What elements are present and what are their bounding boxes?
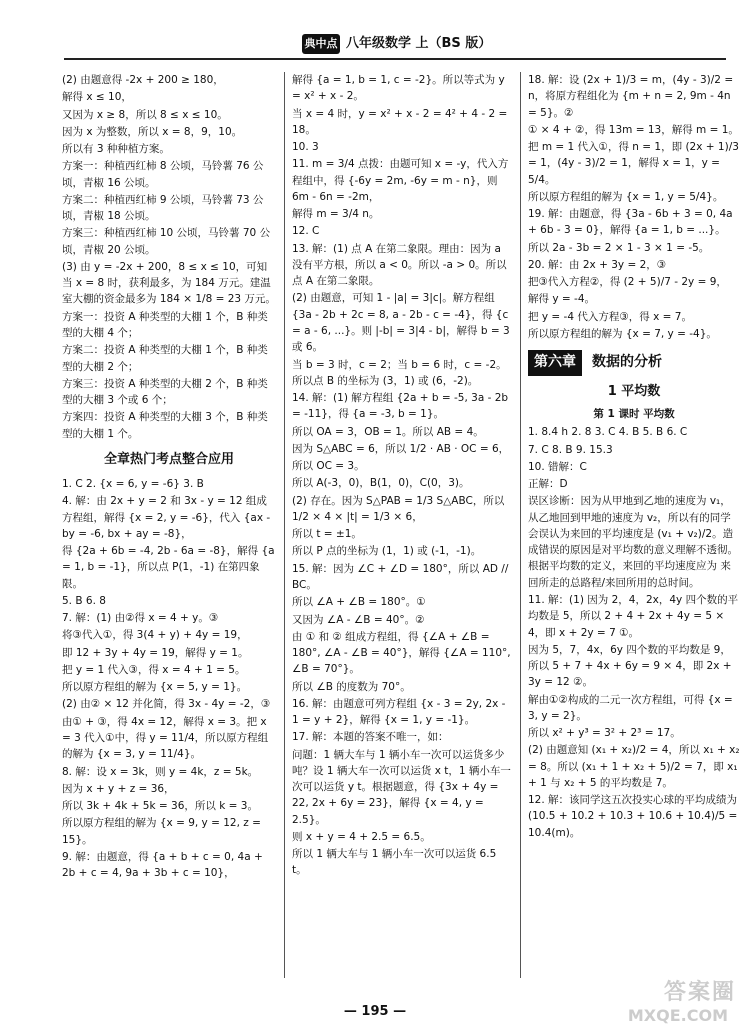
answer-line: 把③代入方程②，得 (2 + 5)/7 - 2y = 9， <box>528 276 727 289</box>
page-number: — 195 — <box>343 1004 407 1019</box>
answer-line: (2) 由② × 12 并化简，得 3x - 4y = -2，③ <box>62 698 271 711</box>
chapter-tag: 第六章 <box>528 350 582 376</box>
answer-line: 把 y = 1 代入③，得 x = 4 + 1 = 5。 <box>62 663 246 676</box>
answer-line: 因为 x + y + z = 36， <box>62 782 175 795</box>
answer-line: 所以 2a - 3b = 2 × 1 - 3 × 1 = -5。 <box>528 241 710 254</box>
answer-line: 方案三：投资 A 种类型的大棚 2 个，B 种类型的大棚 3 个或 6 个； <box>62 377 268 407</box>
answer-line: (2) 存在。因为 S△PAB = 1/3 S△ABC，所以 1/2 × 4 × |t| = 1/3 × 6， <box>292 494 505 523</box>
answer-line: 当 b = 3 时，c = 2；当 b = 6 时，c = -2。所以点 B 的坐标为 (3，1) 或 (6，-2)。 <box>292 358 507 387</box>
answer-line: 12. 解：该同学这五次投实心球的平均成绩为 (10.5 + 10.2 + 10.3 + 10.6 + 10.4)/5 = 10.4(m)。 <box>528 794 738 839</box>
answer-line: 因为 5，7，4x，6y 四个数的平均数是 9，所以 5 + 7 + 4x + 6y = 9 × 4，即 2x + 3y = 12 ②。 <box>528 643 732 689</box>
answer-line: 10. 3 <box>292 141 319 154</box>
answer-line: 将③代入①，得 3(4 + y) + 4y = 19， <box>62 629 248 642</box>
answer-line: 所以 OA = 3，OB = 1。所以 AB = 4。 <box>292 425 484 438</box>
answer-line: 所以 x² + y³ = 3² + 2³ = 17。 <box>528 727 681 740</box>
answer-line: 所以 ∠A + ∠B = 180°。① <box>292 596 426 609</box>
answer-line: 方案四：投资 A 种类型的大棚 3 个，B 种类型的大棚 1 个。 <box>62 411 268 440</box>
answer-line: 把 m = 1 代入①，得 n = 1，即 (2x + 1)/3 = 1，(4y - 3)/2 = 1，解得 x = 1，y = 5/4。 <box>528 141 739 186</box>
column-divider <box>520 72 521 978</box>
answer-line: 又因为 ∠A - ∠B = 40°。② <box>292 613 425 626</box>
book-title: 八年级数学 上（BS 版） <box>346 36 492 51</box>
watermark: 答案圈 <box>663 980 736 1005</box>
column-right <box>528 72 740 842</box>
answer-line: 5. B 6. 8 <box>62 594 106 607</box>
answer-line: 问题：1 辆大车与 1 辆小车一次可以运货多少吨？设 1 辆大车一次可以运货 x t，1 辆小车一次可以运货 y t。根据题意，得 {3x + 4y = 22, 2x + 6y = 23}，解得 {x = 4, y = 2.5}。 <box>292 748 511 826</box>
answer-line: 由 ① 和 ② 组成方程组，得 {∠A + ∠B = 180°, ∠A - ∠B = 40°}，解得 {∠A = 110°, ∠B = 70°}。 <box>292 630 511 676</box>
answer-line: 所以原方程组的解为 {x = 1, y = 5/4}。 <box>528 190 724 203</box>
lesson-subtitle: 第 1 课时 平均数 <box>593 408 675 421</box>
answer-line: 1. C 2. {x = 6, y = -6} 3. B <box>62 477 204 490</box>
answer-line: 1. 8.4 h 2. 8 3. C 4. B 5. B 6. C <box>528 426 688 439</box>
answer-line: 方案二：投资 A 种类型的大棚 1 个，B 种类型的大棚 2 个； <box>62 344 268 373</box>
answer-line: 12. C <box>292 225 320 238</box>
answer-line: (2) 由题意，可知 1 - |a| = 3|c|。解方程组 {3a - 2b + 2c = 8, a - 2b - c = -4}，得 {c = a - 6, ...}。则 |-b| = 3|4 - b|，解得 b = 3 或 6。 <box>292 292 510 354</box>
answer-line: 所以 3k + 4k + 5k = 36，所以 k = 3。 <box>62 800 258 813</box>
column-left <box>62 72 276 882</box>
answer-line: 15. 解：因为 ∠C + ∠D = 180°，所以 AD // BC。 <box>292 562 509 591</box>
answer-line: 16. 解：由题意可列方程组 {x - 3 = 2y, 2x - 1 = y + 2}，解得 {x = 1, y = -1}。 <box>292 697 506 727</box>
answer-line: 17. 解：本题的答案不唯一，如： <box>292 731 449 744</box>
answer-line: 所以 OC = 3。 <box>292 460 365 473</box>
answer-line: 7. 解：(1) 由②得 x = 4 + y。③ <box>62 612 219 625</box>
answer-line: 正解：D <box>528 478 568 491</box>
answer-line: 得 {2a + 6b = -4, 2b - 6a = -8}，解得 {a = 1, b = -1}，所以点 P(1，-1) 在第四象限。 <box>62 545 275 590</box>
answer-line: 则 x + y = 4 + 2.5 = 6.5。 <box>292 830 431 843</box>
answer-line: 解得 y = -4。 <box>528 293 595 306</box>
chapter-heading <box>528 350 740 376</box>
column-divider <box>284 72 285 978</box>
answer-line: 11. 解：(1) 因为 2，4，2x，4y 四个数的平均数是 5，所以 2 + 4 + 2x + 4y = 5 × 4，即 x + 2y = 7 ①。 <box>528 594 739 639</box>
answer-line: 所以原方程组的解为 {x = 7, y = -4}。 <box>528 327 717 340</box>
answer-line: 方案一：投资 A 种类型的大棚 1 个，B 种类型的大棚 4 个； <box>62 310 268 339</box>
answer-line: (2) 由题意得 -2x + 200 ≥ 180， <box>62 74 224 86</box>
answer-line: 18. 解：设 (2x + 1)/3 = m，(4y - 3)/2 = n，将原方程组化为 {m + n = 2, 9m - 4n = 5}。② <box>528 74 734 119</box>
answer-line: (3) 由 y = -2x + 200，8 ≤ x ≤ 10，可知当 x = 8 时，获利最多，为 184 万元。建温室大棚的资金最多为 184 × 1/8 = 23 万元。 <box>62 260 276 306</box>
answer-line: 所以 A(-3，0)，B(1，0)，C(0，3)。 <box>292 477 470 490</box>
answer-line: ① × 4 + ②，得 13m = 13，解得 m = 1。 <box>528 123 739 136</box>
answer-line: 因为 x 为整数，所以 x = 8，9，10。 <box>62 125 243 138</box>
section-heading: 全章热门考点整合应用 <box>103 451 234 467</box>
chapter-title: 数据的分析 <box>592 354 662 371</box>
answer-line: 10. 错解：C <box>528 460 587 473</box>
answer-line: 所以 P 点的坐标为 (1，1) 或 (-1，-1)。 <box>292 545 482 558</box>
answer-line: 19. 解：由题意，得 {3a - 6b + 3 = 0, 4a + 6b - 3 = 0}，解得 {a = 1, b = ...}。 <box>528 208 733 237</box>
answer-line: 7. C 8. B 9. 15.3 <box>528 443 613 456</box>
answer-line: 方案一：种植西红柿 8 公顷，马铃薯 76 公顷，青椒 16 公顷。 <box>62 160 264 189</box>
answer-line: 所以 t = ±1。 <box>292 528 362 541</box>
answer-line: 因为 S△ABC = 6，所以 1/2 · AB · OC = 6， <box>292 442 510 455</box>
answer-line: 4. 解：由 2x + y = 2 和 3x - y = 12 组成方程组，解得 {x = 2, y = -6}，代入 {ax - by = -6, bx + ay = -8}， <box>62 495 271 540</box>
answer-line: 解得 {a = 1, b = 1, c = -2}。所以等式为 y = x² + x - 2。 <box>292 74 505 103</box>
answer-line: 解由①②构成的二元一次方程组，可得 {x = 3, y = 2}。 <box>528 693 733 722</box>
watermark-url: MXQE.COM <box>627 1006 728 1025</box>
answer-line: 所以有 3 种种植方案。 <box>62 143 170 156</box>
lesson-title: 1 平均数 <box>607 383 661 399</box>
answer-line: 即 12 + 3y + 4y = 19，解得 y = 1。 <box>62 646 249 659</box>
answer-line: 解得 x ≤ 10， <box>62 91 132 104</box>
answer-line: (2) 由题意知 (x₁ + x₂)/2 = 4，所以 x₁ + x₂ = 8。所以 (x₁ + 1 + x₂ + 5)/2 = 7，即 x₁ + 1 与 x₂ + 5 的平均数是 7。 <box>528 744 740 789</box>
answer-line: 8. 解：设 x = 3k，则 y = 4k，z = 5k。 <box>62 765 259 778</box>
brand-logo: 典中点 <box>302 34 340 54</box>
answer-line: 所以原方程组的解为 {x = 9, y = 12, z = 15}。 <box>62 817 261 846</box>
answer-line: 所以 ∠B 的度数为 70°。 <box>292 680 411 693</box>
answer-line: 14. 解：(1) 解方程组 {2a + b = -5, 3a - 2b = -11}，得 {a = -3, b = 1}。 <box>292 392 509 421</box>
answer-line: 所以原方程组的解为 {x = 5, y = 1}。 <box>62 681 248 694</box>
answer-line: 误区诊断：因为从甲地到乙地的速度为 v₁，从乙地回到甲地的速度为 v₂，所以有的同学会误认为来回的平均速度是 (v₁ + v₂)/2。造成错误的原因是对平均数的意义理解不透彻。根据平均数的定义，来回的平均速度应为 来回所走的总路程/来回所用的总时间。 <box>528 495 738 589</box>
header-rule <box>64 58 726 60</box>
column-middle <box>292 72 514 880</box>
answer-line: 又因为 x ≥ 8，所以 8 ≤ x ≤ 10。 <box>62 108 228 121</box>
answer-line: 解得 m = 3/4 n。 <box>292 208 380 221</box>
answer-line: 9. 解：由题意，得 {a + b + c = 0, 4a + 2b + c = 4, 9a + 3b + c = 10}， <box>62 850 263 880</box>
answer-line: 方案二：种植西红柿 9 公顷，马铃薯 73 公顷，青椒 18 公顷。 <box>62 193 264 223</box>
answer-line: 由① + ③，得 4x = 12，解得 x = 3。把 x = 3 代入①中，得 y = 11/4，所以原方程组的解为 {x = 3, y = 11/4}。 <box>62 715 269 761</box>
answer-line: 当 x = 4 时，y = x² + x - 2 = 4² + 4 - 2 = 18。 <box>292 107 508 136</box>
answer-line: 13. 解：(1) 点 A 在第二象限。理由：因为 a 没有平方根，所以 a < 0。所以 -a > 0。所以点 A 在第二象限。 <box>292 242 507 288</box>
answer-line: 11. m = 3/4 点拨：由题可知 x = -y，代入方程组中，得 {-6y = 2m, -6y = m - n}，则 6m - 6n = -2m， <box>292 158 509 203</box>
answer-line: 方案三：种植西红柿 10 公顷，马铃薯 70 公顷，青椒 20 公顷。 <box>62 227 271 256</box>
page-header <box>0 0 750 66</box>
answer-line: 把 y = -4 代入方程③，得 x = 7。 <box>528 310 692 323</box>
answer-line: 所以 1 辆大车与 1 辆小车一次可以运货 6.5 t。 <box>292 848 497 877</box>
answer-line: 20. 解：由 2x + 3y = 2，③ <box>528 258 667 271</box>
